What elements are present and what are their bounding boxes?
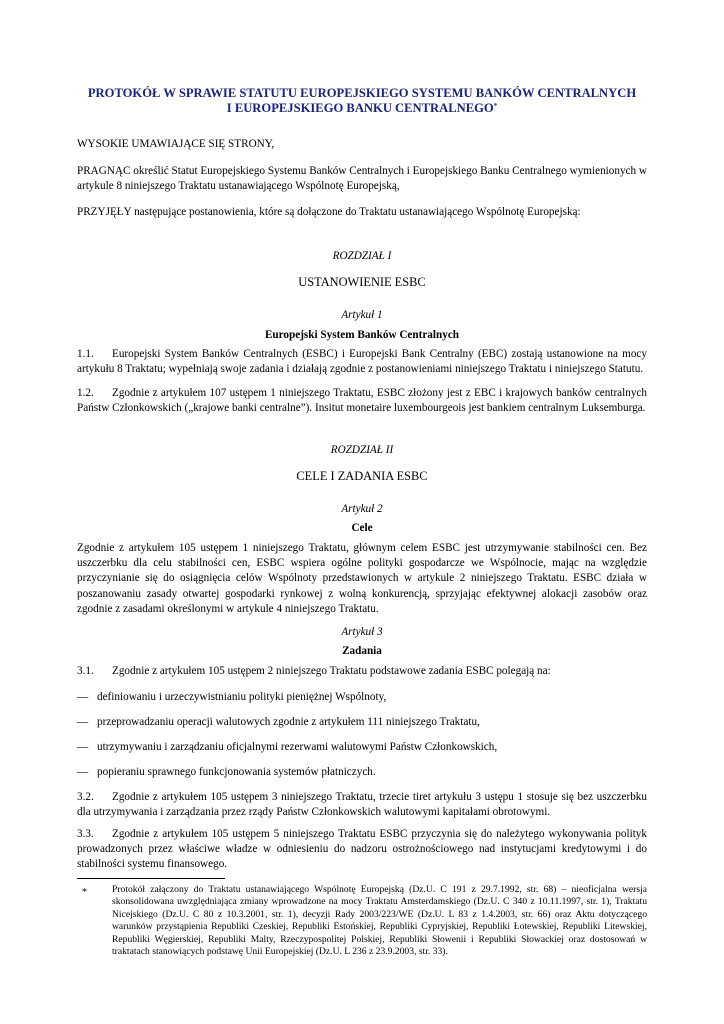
list-item (77, 765, 647, 780)
chapter-1-title: USTANOWIENIE ESBC (298, 275, 426, 289)
list-item (77, 690, 647, 705)
article-2-title: Cele (351, 522, 373, 534)
dash-bullet: — (77, 741, 89, 753)
title-footnote-marker[interactable]: * (493, 102, 498, 110)
paragraph-3-3 (77, 827, 647, 873)
article-1-title: Europejski System Banków Centralnych (264, 329, 460, 341)
footnote-text: Protokół załączony do Traktatu ustanawiającego Wspólnotę Europejską (Dz.U. C 191 z 29.7.1992, str. 68) – nieoficjalna wersja skonsolidowana uwzględniająca zmiany wprowadzone na mocy Traktatu Amsterdamskiego (Dz.U. C 340 z 10.11.1997, str. 1), Traktatu Nicejskiego (Dz.U. C 80 z 10.3.2001, str. 1), decyzji Rady 2003/223/WE (Dz.U. L 83 z 1.4.2003, str. 66) oraz Aktu dotyczącego warunków przystąpienia Republiki Czeskiej, Republiki Estońskiej, Republiki Cypryjskiej, Republiki Łotewskiej, Republiki Litewskiej, Republiki Węgierskiej, Republiki Malty, Rzeczypospolitej Polskiej, Republiki Słowenii i Republiki Słowackiej oraz dostosowań w traktatach stanowiących podstawę Unii Europejskiej (Dz.U. L 236 z 23.9.2003, str. 33). (112, 884, 647, 958)
preamble-agreed: PRZYJĘŁY następujące postanowienia, które są dołączone do Traktatu ustanawiającego Wspólnotę Europejską: (77, 206, 581, 218)
paragraph-number: 1.2. (77, 387, 94, 399)
dash-bullet: — (77, 716, 89, 728)
article-1-label: Artykuł 1 (341, 309, 383, 321)
paragraph-1-2 (77, 386, 647, 416)
title-line-2: I EUROPEJSKIEGO BANKU CENTRALNEGO (226, 101, 494, 115)
list-item-text: popieraniu sprawnego funkcjonowania systemów płatniczych. (97, 766, 376, 778)
list-item (77, 715, 647, 730)
protocol-title (0, 86, 724, 116)
article-3-title: Zadania (342, 645, 382, 657)
paragraph-text: Zgodnie z artykułem 107 ustępem 1 niniejszego Traktatu, ESBC złożony jest z EBC i krajowych banków centralnych Państw Członkowskich („krajowe banki centralne”). Insitut monetaire luxembourgeois jest bankiem centralnym Luksemburga. (77, 387, 647, 415)
dash-bullet: — (77, 766, 89, 778)
preamble-desiring: PRAGNĄC określić Statut Europejskiego Systemu Banków Centralnych i Europejskiego Banku Centralnego wymienionych w artykule 8 niniejszego Traktatu ustanawiającego Wspólnotę Europejską, (77, 165, 647, 193)
article-3-label: Artykuł 3 (341, 626, 383, 638)
paragraph-text: Europejski System Banków Centralnych (ESBC) i Europejski Bank Centralny (EBC) zostają ustanowione na mocy artykułu 8 Traktatu; wypełniają swoje zadania i działają zgodnie z postanowieniami niniejszego Traktatu i niniejszego Statutu. (77, 348, 647, 376)
title-line-1: PROTOKÓŁ W SPRAWIE STATUTU EUROPEJSKIEGO SYSTEMU BANKÓW CENTRALNYCH (87, 86, 637, 100)
chapter-1-label: ROZDZIAŁ I (332, 250, 392, 262)
paragraph-number: 1.1. (77, 348, 94, 360)
paragraph-text: Zgodnie z artykułem 105 ustępem 5 niniejszego Traktatu ESBC przyczynia się do należytego wykonywania polityk prowadzonych przez właściwe władze w odniesieniu do nadzoru ostrożnościowego nad instytucjami kredytowymi i do stabilności systemu finansowego. (77, 828, 647, 871)
footnote-marker: * (82, 887, 87, 898)
list-item (77, 740, 647, 755)
dash-bullet: — (77, 691, 89, 703)
list-item-text: przeprowadzaniu operacji walutowych zgodnie z artykułem 111 niniejszego Traktatu, (97, 716, 480, 728)
article-2-text: Zgodnie z artykułem 105 ustępem 1 niniejszego Traktatu, głównym celem ESBC jest utrzymywanie stabilności cen. Bez uszczerbku dla celu stabilności cen, ESBC wspiera ogólne polityki gospodarcze we Wspólnocie, mając na względzie przyczynianie się do osiągnięcia celów Wspólnoty przedstawionych w artykule 2 niniejszego Traktatu. ESBC działa w poszanowaniu zasady otwartej gospodarki rynkowej z wolną konkurencją, sprzyjając efektywnej alokacji zasobów oraz zgodnie z zasadami określonymi w artykule 4 niniejszego Traktatu. (77, 542, 647, 615)
article-2-label: Artykuł 2 (341, 503, 383, 515)
paragraph-number: 3.3. (77, 828, 94, 840)
paragraph-3-1 (77, 664, 647, 679)
list-item-text: utrzymywaniu i zarządzaniu oficjalnymi rezerwami walutowymi Państw Członkowskich, (97, 741, 498, 753)
paragraph-number: 3.2. (77, 791, 94, 803)
paragraph-text: Zgodnie z artykułem 105 ustępem 2 niniejszego Traktatu podstawowe zadania ESBC polegają na: (112, 665, 551, 677)
paragraph-text: Zgodnie z artykułem 105 ustępem 3 niniejszego Traktatu, trzecie tiret artykułu 3 ustępu 1 stosuje się bez uszczerbku dla utrzymywania i zarządzania przez rządy Państw Członkowskich walutowymi kapitałami obrotowymi. (77, 791, 647, 819)
chapter-2-title: CELE I ZADANIA ESBC (296, 469, 428, 483)
paragraph-3-2 (77, 790, 647, 820)
footnote-separator (77, 878, 225, 879)
paragraph-number: 3.1. (77, 665, 94, 677)
list-item-text: definiowaniu i urzeczywistnianiu polityki pieniężnej Wspólnoty, (97, 691, 387, 703)
paragraph-1-1 (77, 347, 647, 377)
chapter-2-label: ROZDZIAŁ II (330, 444, 394, 456)
preamble-parties: WYSOKIE UMAWIAJĄCE SIĘ STRONY, (77, 138, 275, 150)
